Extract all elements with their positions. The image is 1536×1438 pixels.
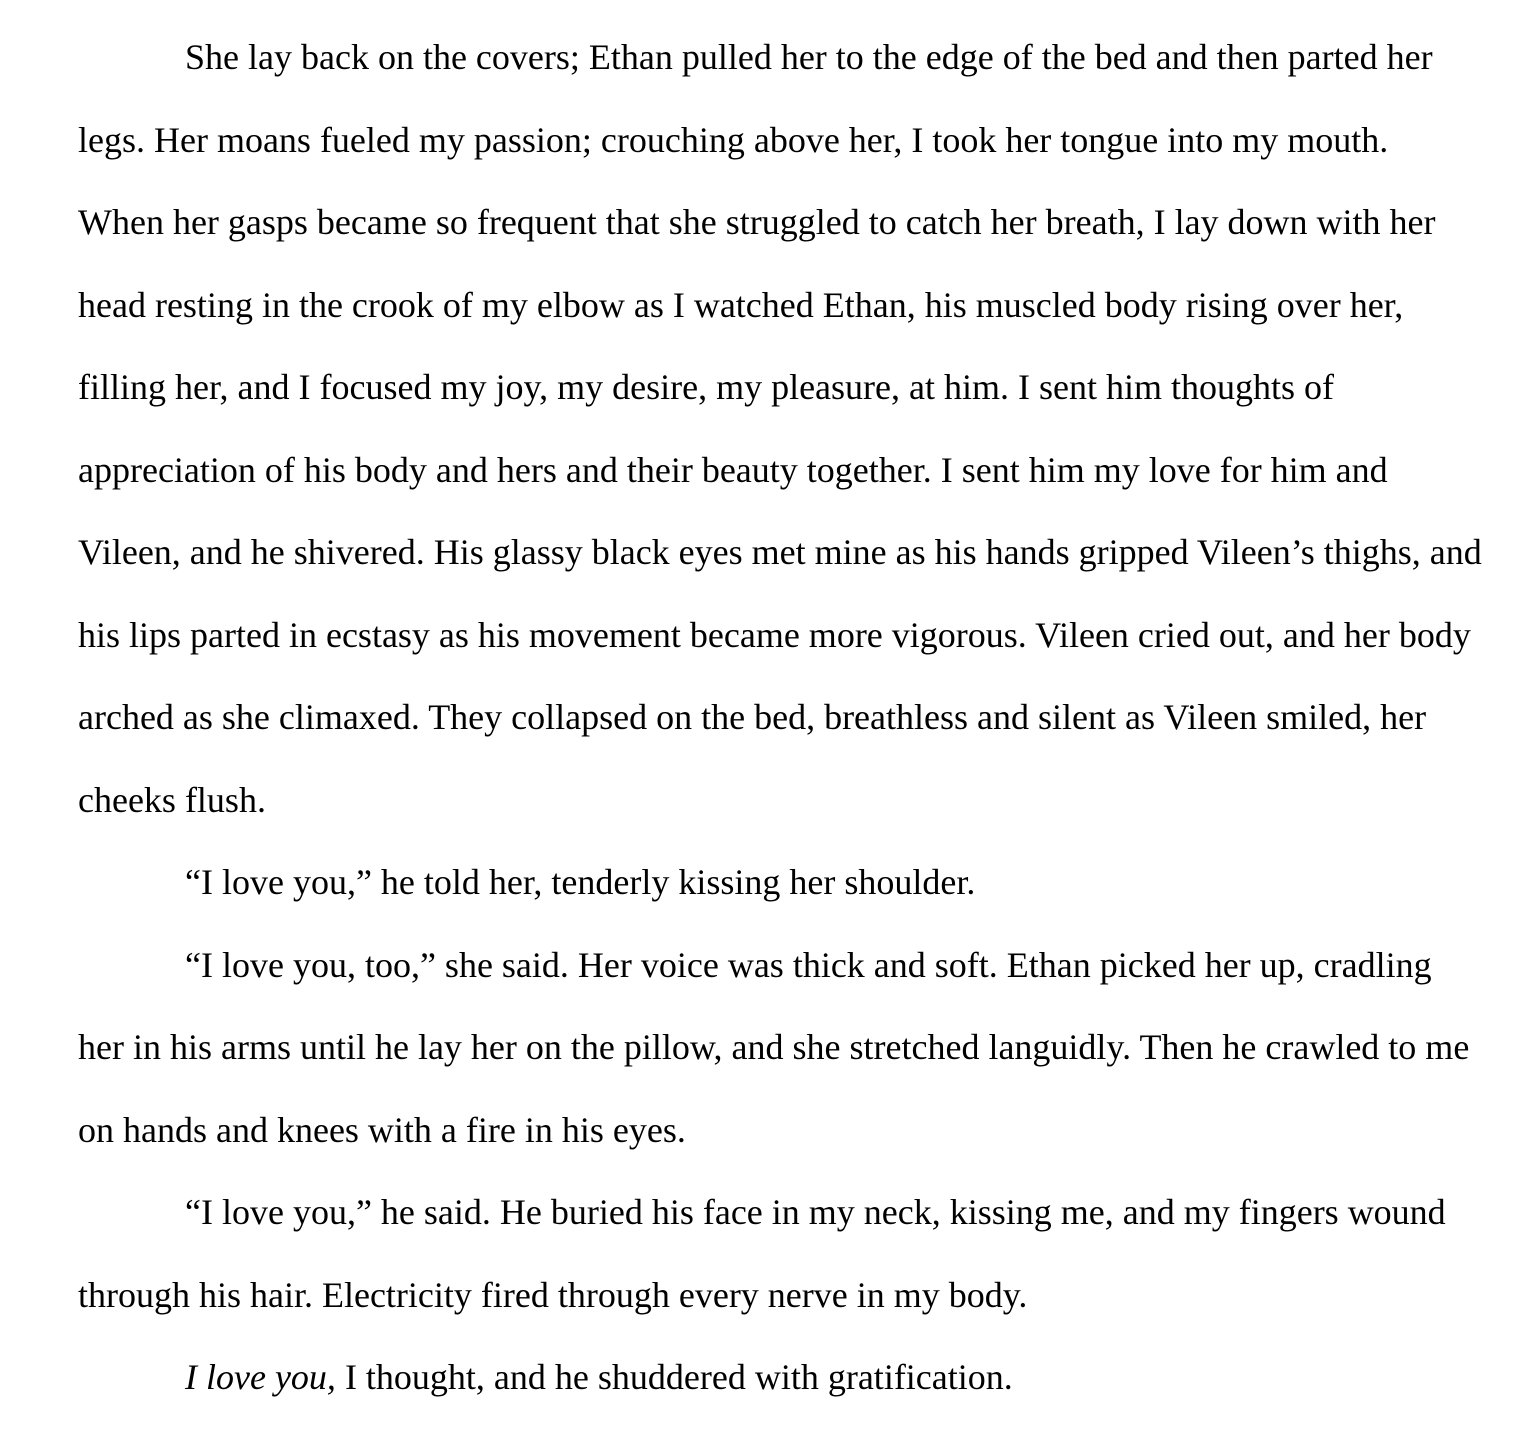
paragraph [78,1171,1482,1336]
paragraph-text: I thought, and he shuddered with gratification. [335,1357,1013,1397]
paragraph [78,841,1482,924]
document-body [78,16,1482,1419]
paragraph-text: “I love you,” he said. He buried his face in my neck, kissing me, and my fingers wound through his hair. Electricity fired through every nerve in my body. [78,1192,1446,1315]
paragraph-text: “I love you,” he told her, tenderly kissing her shoulder. [185,862,976,902]
paragraph-text: “I love you, too,” she said. Her voice was thick and soft. Ethan picked her up, cradling her in his arms until he lay her on the pillow, and she stretched languidly. Then he crawled to me on hands and knees with a fire in his eyes. [78,944,1470,1150]
paragraph [78,1336,1482,1419]
paragraph-text-italic: I love you, [185,1357,336,1397]
paragraph [78,924,1482,1172]
paragraph-text: She lay back on the covers; Ethan pulled her to the edge of the bed and then parted her legs. Her moans fueled my passion; crouching above her, I took her tongue into my mouth. When her gasps became so frequent that she struggled to catch her breath, I lay down with her head resting in the crook of my elbow as I watched Ethan, his muscled body rising over her, filling her, and I focused my joy, my desire, my pleasure, at him. I sent him thoughts of appreciation of his body and hers and their beauty together. I sent him my love for him and Vileen, and he shivered. His glassy black eyes met mine as his hands gripped Vileen’s thighs, and his lips parted in ecstasy as his movement became more vigorous. Vileen cried out, and her body arched as she climaxed. They collapsed on the bed, breathless and silent as Vileen smiled, her cheeks flush. [78,37,1482,820]
paragraph [78,16,1482,841]
